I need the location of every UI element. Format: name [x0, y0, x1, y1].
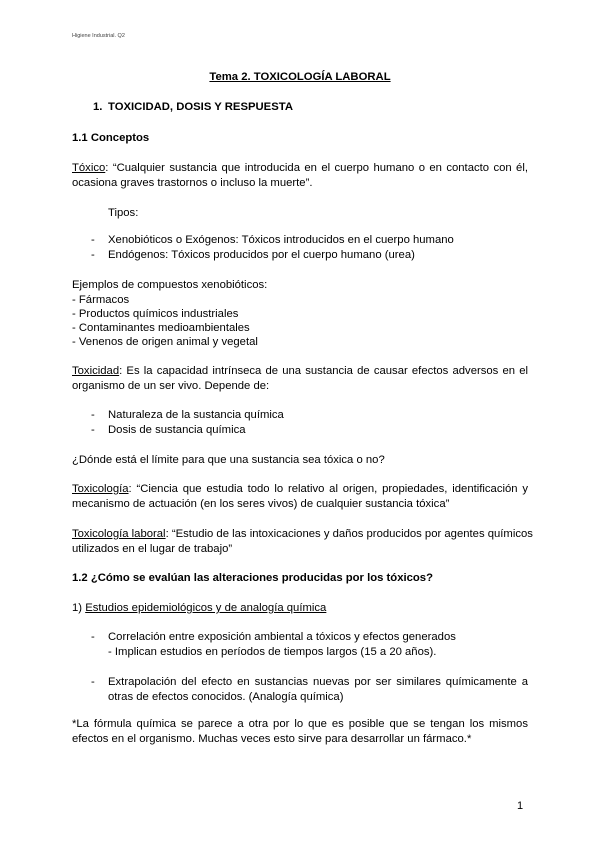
ejemplo-item: - Contaminantes medioambientales [72, 322, 250, 334]
tipos-label: Tipos: [108, 207, 139, 219]
list-dash: - [91, 409, 95, 421]
running-header: Higiene Industrial. Q2 [72, 33, 125, 39]
toxico-definition-line2: ocasiona graves trastornos o incluso la muerte”. [72, 177, 313, 189]
ejemplo-item: - Productos químicos industriales [72, 308, 239, 320]
list-dash: - [91, 234, 95, 246]
tipo-item: Xenobióticos o Exógenos: Tóxicos introducidos en el cuerpo humano [108, 234, 454, 246]
list-dash: - [91, 676, 95, 688]
tipo-item: Endógenos: Tóxicos producidos por el cuerpo humano (urea) [108, 249, 415, 261]
toxicologia-laboral-term: Toxicología laboral [72, 528, 166, 540]
toxicidad-text: : Es la capacidad intrínseca de una sustancia de causar efectos adversos en el [119, 365, 528, 377]
toxicologia-laboral-text: : “Estudio de las intoxicaciones y daños producidos por agentes químicos [165, 528, 533, 540]
note-line2: efectos en el organismo. Muchas veces esto sirve para desarrollar un fármaco.* [72, 733, 472, 745]
toxicidad-definition-line1 [72, 364, 528, 379]
ejemplo-item: - Fármacos [72, 294, 130, 306]
study-item-1 [72, 601, 326, 616]
bullet-extrapolacion-line2: otras de efectos conocidos. (Analogía química) [108, 691, 344, 703]
toxicologia-definition-line1 [72, 482, 528, 497]
bullet-correlacion-sub: - Implican estudios en períodos de tiempos largos (15 a 20 años). [108, 646, 437, 658]
toxicidad-term: Toxicidad [72, 365, 120, 377]
bullet-correlacion: Correlación entre exposición ambiental a tóxicos y efectos generados [108, 631, 456, 643]
toxico-definition-line1 [72, 161, 528, 176]
toxicologia-laboral-line2: utilizados en el lugar de trabajo” [72, 543, 233, 555]
bullet-extrapolacion: Extrapolación del efecto en sustancias nuevas por ser similares químicamente a [108, 676, 528, 688]
limit-question: ¿Dónde está el límite para que una sustancia sea tóxica o no? [72, 454, 385, 466]
depende-item: Naturaleza de la sustancia química [108, 409, 284, 421]
toxico-text: : “Cualquier sustancia que introducida en el cuerpo humano o en contacto con él, [105, 162, 528, 174]
depende-item: Dosis de sustancia química [108, 424, 246, 436]
study-item-number: 1) [72, 602, 86, 614]
toxicologia-term: Toxicología [72, 483, 129, 495]
ejemplo-item: - Venenos de origen animal y vegetal [72, 336, 258, 348]
note-line1: *La fórmula química se parece a otra por lo que es posible que se tengan los mismos [72, 718, 528, 730]
subsection-1-2-heading: 1.2 ¿Cómo se evalúan las alteraciones producidas por los tóxicos? [72, 572, 433, 584]
list-dash: - [91, 631, 95, 643]
list-dash: - [91, 424, 95, 436]
toxicidad-definition-line2: organismo de un ser vivo. Depende de: [72, 380, 270, 392]
section-1-number: 1. [93, 101, 103, 113]
toxicologia-definition-line2: mecanismo de actuación (en los seres vivos) de cualquier sustancia tóxica” [72, 498, 450, 510]
toxicologia-laboral-line1 [72, 527, 533, 542]
toxicologia-text: : “Ciencia que estudia todo lo relativo al origen, propiedades, identificación y [128, 483, 528, 495]
subsection-1-1-heading: 1.1 Conceptos [72, 132, 150, 144]
ejemplos-label: Ejemplos de compuestos xenobióticos: [72, 279, 268, 291]
list-dash: - [91, 249, 95, 261]
page-number: 1 [517, 800, 524, 812]
document-title: Tema 2. TOXICOLOGÍA LABORAL [209, 71, 391, 83]
section-1-heading: TOXICIDAD, DOSIS Y RESPUESTA [108, 101, 293, 113]
toxico-term: Tóxico [72, 162, 106, 174]
study-item-title: Estudios epidemiológicos y de analogía química [85, 602, 327, 614]
